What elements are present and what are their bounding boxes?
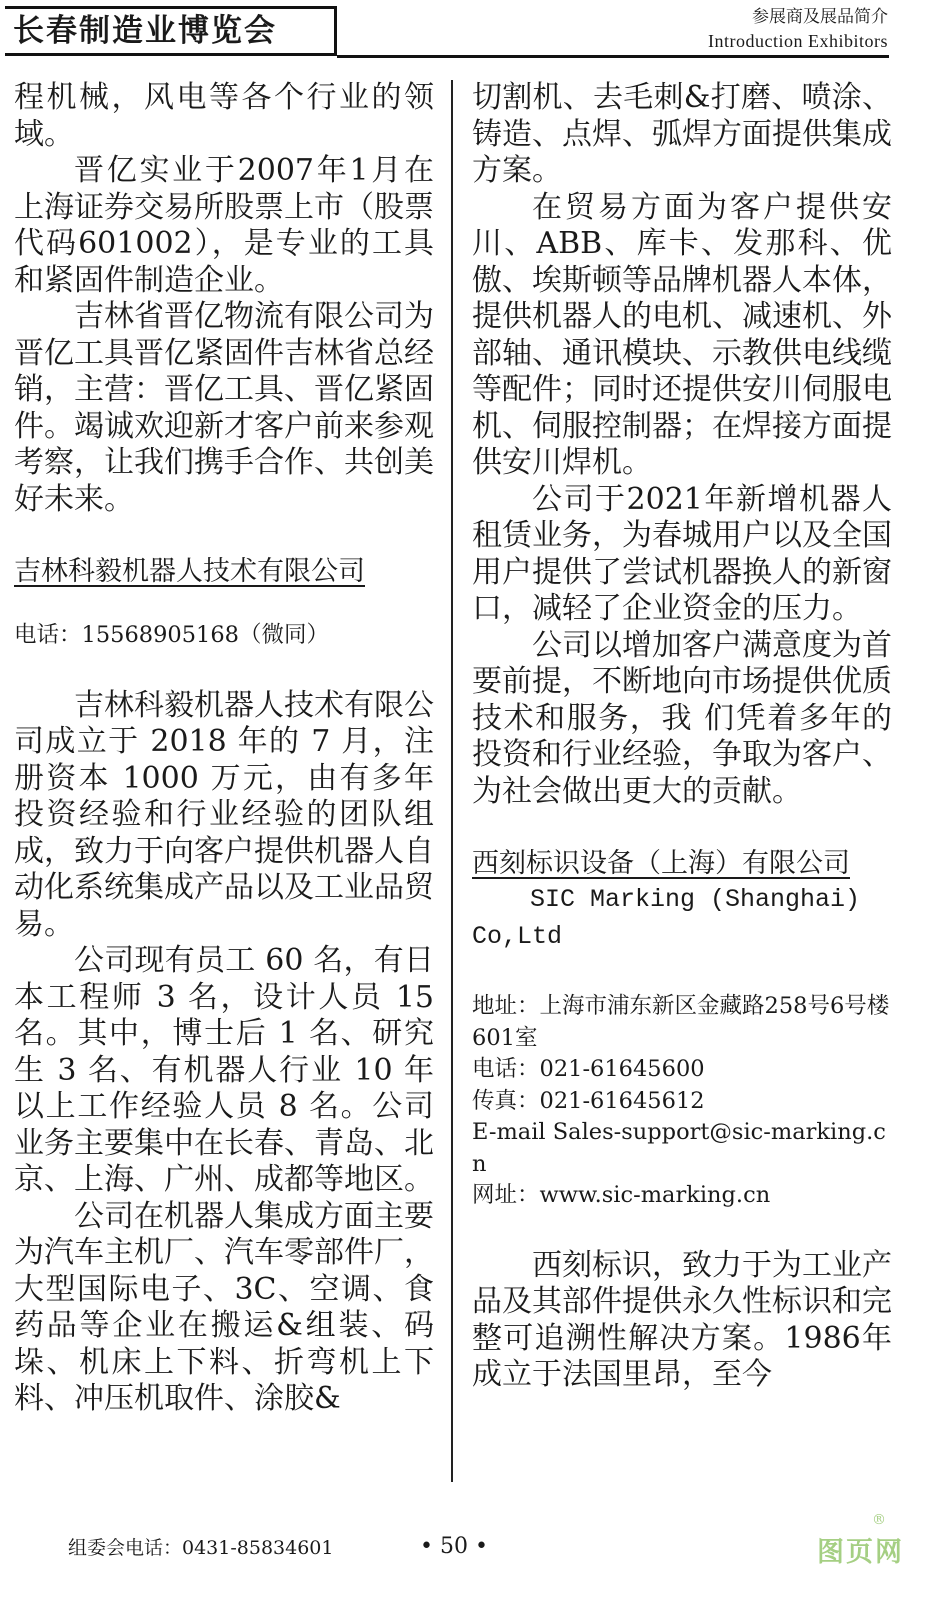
section-label-en: Introduction Exhibitors — [708, 31, 888, 51]
left-column — [14, 80, 434, 1418]
paragraph: 吉林科毅机器人技术有限公司成立于 2018 年的 7 月，注册资本 1000 万元，由有多年投资经验和行业经验的团队组成，致力于向客户提供机器人自动化系统集成产品以及工业品贸易。 — [14, 687, 434, 942]
company-fax: 传真：021-61645612 — [472, 1087, 705, 1114]
page-footer — [0, 1512, 944, 1590]
company-phone: 电话：15568905168（微同） — [14, 622, 329, 648]
paragraph: 公司在机器人集成方面主要为汽车主机厂、汽车零部件厂，大型国际电子、3C、空调、食药品等企业在搬运&组装、码垛、机床上下料、折弯机上下料、冲压机取件、涂胶& — [14, 1198, 434, 1416]
header-rule — [337, 55, 889, 58]
registered-mark: ® — [872, 1512, 886, 1528]
watermark-logo: 图页网 — [817, 1537, 904, 1568]
company-heading: 吉林科毅机器人技术有限公司 — [14, 556, 365, 587]
paragraph: 在贸易方面为客户提供安川、ABB、库卡、发那科、优傲、埃斯顿等品牌机器人本体，提供机器人的电机、减速机、外部轴、通讯模块、示教供电线缆等配件；同时还提供安川伺服电机、伺服控制器；在焊接方面提供安川焊机。 — [472, 189, 892, 480]
paragraph: 晋亿实业于2007年1月在上海证券交易所股票上市（股票代码601002），是专业的工具和紧固件制造企业。 — [14, 153, 434, 298]
section-label: 参展商及展品简介 — [752, 7, 888, 27]
company-address: 地址：上海市浦东新区金藏路258号6号楼601室 — [472, 993, 890, 1051]
company-website: 网址：www.sic-marking.cn — [472, 1182, 771, 1208]
paragraph: 吉林省晋亿物流有限公司为晋亿工具晋亿紧固件吉林省总经销，主营：晋亿工具、晋亿紧固件。竭诚欢迎新才客户前来参观考察，让我们携手合作、共创美好未来。 — [14, 299, 434, 517]
paragraph: 切割机、去毛刺&打磨、喷涂、铸造、点焊、弧焊方面提供集成方案。 — [472, 80, 892, 188]
company-name-en: SIC Marking (Shanghai) — [530, 885, 861, 914]
company-tel: 电话：021-61645600 — [472, 1056, 705, 1082]
paragraph: 公司现有员工 60 名，有日本工程师 3 名，设计人员 15 名。其中，博士后 1 名、研究生 3 名、有机器人行业 10 年以上工作经验人员 8 名。公司业务主要集中在长春、青岛、北京、上海、广州、成都等地区。 — [14, 943, 434, 1197]
paragraph: 公司以增加客户满意度为首要前提，不断地向市场提供优质技术和服务，我 们凭着多年的投资和行业经验，争取为客户、为社会做出更大的贡献。 — [472, 627, 892, 809]
page-header — [0, 0, 944, 66]
company-heading: 西刻标识设备（上海）有限公司 — [472, 848, 850, 879]
paragraph: 程机械，风电等各个行业的领域。 — [14, 80, 434, 152]
page-number: • 50 • — [420, 1534, 488, 1559]
organizer-phone: 组委会电话：0431-85834601 — [68, 1537, 334, 1559]
company-email: E-mail Sales-support@sic-marking.cn — [472, 1119, 886, 1177]
company-name-en-cont: Co,Ltd — [472, 921, 563, 951]
publication-title: 长春制造业博览会 — [5, 6, 337, 56]
column-divider — [451, 80, 453, 1482]
right-column — [472, 80, 892, 1394]
paragraph: 公司于2021年新增机器人租赁业务，为春城用户以及全国用户提供了尝试机器换人的新窗口，减轻了企业资金的压力。 — [472, 481, 892, 626]
paragraph: 西刻标识，致力于为工业产品及其部件提供永久性标识和完整可追溯性解决方案。1986年成立于法国里昂，至今 — [472, 1247, 892, 1392]
